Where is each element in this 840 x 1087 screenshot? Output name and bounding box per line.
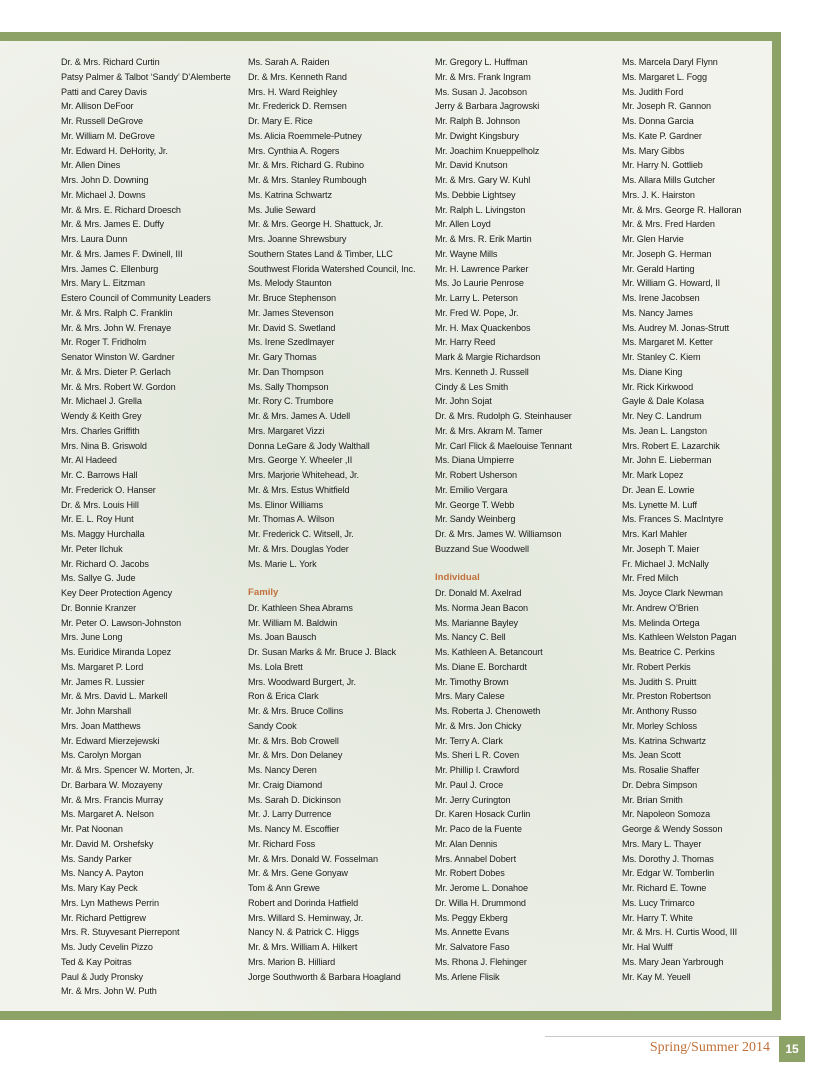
donor-name: Mr. & Mrs. George R. Halloran — [622, 204, 742, 215]
donor-name: Dr. Karen Hosack Curlin — [435, 809, 531, 820]
donor-name: Mr. & Mrs. Fred Harden — [622, 219, 715, 230]
donor-name: Mr. James R. Lussier — [61, 676, 145, 687]
donor-name: Ms. Mary Kay Peck — [61, 883, 138, 893]
donor-name: Ms. Sandy Parker — [61, 853, 132, 864]
donor-name: Ms. Marie L. York — [248, 558, 317, 569]
donor-name: Mr. & Mrs. Douglas Yoder — [248, 543, 349, 554]
donor-name: Ms. Margaret L. Fogg — [622, 71, 707, 82]
donor-name: Mr. Mark Lopez — [622, 470, 684, 480]
donor-name: Nancy N. & Patrick C. Higgs — [248, 927, 360, 938]
donor-name: Mr. Alan Dennis — [435, 838, 498, 849]
donor-name: Mr. & Mrs. William A. Hilkert — [248, 942, 358, 952]
section-heading-individual: Individual — [435, 572, 480, 584]
donor-name: Mrs. J. K. Hairston — [622, 189, 695, 200]
donor-name: Mr. Morley Schloss — [622, 720, 698, 731]
donor-name: Mr. Ralph B. Johnson — [435, 116, 520, 126]
donor-name: Ms. Nancy Deren — [248, 765, 317, 775]
donor-name: Paul & Judy Pronsky — [61, 971, 144, 982]
donor-name: Ms. Jean L. Langston — [622, 425, 707, 436]
donor-name: Mr. Edgar W. Tomberlin — [622, 868, 715, 879]
donor-name: Ms. Euridice Miranda Lopez — [61, 647, 172, 657]
donor-name: Mrs. George Y. Wheeler ,II — [248, 455, 353, 466]
donor-name: Ms. Lynette M. Luff — [622, 499, 697, 510]
donor-name: Mr. & Mrs. Ralph C. Franklin — [61, 307, 173, 318]
issue-title: Spring/Summer 2014 — [649, 1040, 770, 1055]
donor-name: Ms. Maggy Hurchalla — [61, 529, 145, 539]
donor-name: Mr. & Mrs. H. Curtis Wood, III — [622, 927, 738, 938]
donor-name: Ron & Erica Clark — [248, 691, 319, 702]
donor-name: Jerry & Barbara Jagrowski — [435, 101, 540, 112]
donor-name: Mr. Brian Smith — [622, 794, 683, 805]
donor-name: Mrs. Mary L. Eitzman — [61, 278, 145, 289]
donor-name: Mrs. Joan Matthews — [61, 720, 141, 731]
donor-name: Mrs. Lyn Mathews Perrin — [61, 897, 159, 908]
donor-name: Mrs. Marion B. Hilliard — [248, 956, 336, 967]
footer-rule — [545, 1036, 779, 1037]
donor-name: Southwest Florida Watershed Council, Inc. — [248, 263, 416, 274]
donor-name: Mr. Robert Dobes — [435, 868, 505, 879]
section-heading-family: Family — [248, 587, 279, 598]
donor-name: Ms. Diana Umpierre — [435, 455, 515, 466]
donor-name: Mr. Gregory L. Huffman — [435, 57, 528, 67]
donor-name: Mr. Sandy Weinberg — [435, 514, 516, 525]
donor-column-4 — [622, 55, 772, 984]
donor-name: Ms. Marcela Daryl Flynn — [622, 57, 718, 67]
donor-name: Ms. Margaret A. Nelson — [61, 809, 154, 820]
donor-name: Ms. Joan Bausch — [248, 632, 317, 643]
donor-name: Mr. Anthony Russo — [622, 706, 697, 716]
donor-name: Mr. & Mrs. John W. Puth — [61, 986, 157, 997]
donor-name: Ms. Nancy A. Payton — [61, 868, 144, 879]
donor-name: Mr. Larry L. Peterson — [435, 293, 518, 303]
donor-name: Ms. Elinor Williams — [248, 499, 323, 510]
donor-name: Ms. Rhona J. Flehinger — [435, 956, 527, 967]
donor-name: Mr. Robert Perkis — [622, 661, 691, 672]
donor-name: Mrs. Joanne Shrewsbury — [248, 234, 347, 244]
donor-name: Mr. & Mrs. Don Delaney — [248, 750, 343, 761]
donor-name: Ms. Alicia Roemmele-Putney — [248, 130, 362, 141]
donor-name: Mr. Timothy Brown — [435, 676, 509, 687]
donor-name: Mr. Dan Thompson — [248, 366, 324, 377]
donor-name: Mr. Frederick O. Hanser — [61, 484, 156, 495]
donor-name: Mr. Harry N. Gottlieb — [622, 160, 703, 171]
donor-name: Mr. John E. Lieberman — [622, 455, 712, 466]
donor-name: Ms. Irene Jacobsen — [622, 293, 700, 303]
donor-name: Mr. Kay M. Yeuell — [622, 971, 691, 982]
donor-name: Mrs. Charles Griffith — [61, 425, 140, 436]
donor-name: Ms. Joyce Clark Newman — [622, 588, 723, 598]
donor-name: Mr. & Mrs. Bob Crowell — [248, 735, 339, 746]
donor-name: Ms. Judith S. Pruitt — [622, 676, 697, 687]
donor-name: Ms. Mary Gibbs — [622, 145, 685, 156]
donor-name: Ms. Diane E. Borchardt — [435, 661, 527, 672]
donor-name: Ms. Diane King — [622, 366, 683, 377]
donor-name: Estero Council of Community Leaders — [61, 293, 211, 303]
donor-name: Mrs. Mary Calese — [435, 691, 505, 702]
donor-name: Mr. & Mrs. Stanley Rumbough — [248, 175, 367, 185]
donor-name: Mr. & Mrs. Robert W. Gordon — [61, 381, 176, 392]
donor-name: George & Wendy Sosson — [622, 824, 723, 834]
donor-name: Ms. Marianne Bayley — [435, 617, 519, 628]
donor-name: Key Deer Protection Agency — [61, 588, 173, 598]
donor-name: Mr. Terry A. Clark — [435, 735, 503, 746]
donor-name: Ms. Julie Seward — [248, 204, 316, 215]
donor-name: Mr. & Mrs. Jon Chicky — [435, 720, 522, 731]
donor-name: Dr. Mary E. Rice — [248, 116, 313, 126]
donor-name: Ms. Judith Ford — [622, 86, 684, 97]
donor-name: Mr. Bruce Stephenson — [248, 293, 336, 303]
donor-name: Mrs. Laura Dunn — [61, 234, 128, 244]
donor-name: Mr. Rick Kirkwood — [622, 381, 694, 392]
donor-name: Mr. Frederick C. Witsell, Jr. — [248, 529, 354, 539]
donor-name: Ms. Donna Garcia — [622, 116, 694, 126]
donor-name: Ms. Nancy C. Bell — [435, 632, 506, 643]
donor-name: Mr. Allen Dines — [61, 160, 121, 171]
donor-name: Mr. Roger T. Fridholm — [61, 337, 147, 348]
donor-name: Mr. E. L. Roy Hunt — [61, 514, 134, 525]
donor-name: Sandy Cook — [248, 720, 297, 731]
donor-name: Mrs. John D. Downing — [61, 175, 149, 185]
donor-name: Dr. Barbara W. Mozayeny — [61, 779, 163, 790]
donor-name: Mr. Joseph T. Maier — [622, 543, 700, 554]
donor-name: Mrs. Willard S. Heminway, Jr. — [248, 912, 364, 923]
donor-name: Mr. Richard Foss — [248, 838, 316, 849]
donor-name: Gayle & Dale Kolasa — [622, 396, 705, 407]
donor-name: Dr. Susan Marks & Mr. Bruce J. Black — [248, 647, 397, 657]
donor-name: Mr. Joseph G. Herman — [622, 248, 712, 259]
donor-name: Ms. Jo Laurie Penrose — [435, 278, 524, 289]
donor-name: Mr. Craig Diamond — [248, 779, 323, 790]
donor-name: Ms. Debbie Lightsey — [435, 189, 516, 200]
donor-name: Mr. Frederick D. Remsen — [248, 101, 347, 112]
donor-name: Mr. David M. Orshefsky — [61, 838, 154, 849]
donor-name: Mr. Harry T. White — [622, 912, 693, 923]
donor-column-3 — [435, 55, 615, 984]
donor-name: Mr. David S. Swetland — [248, 322, 336, 333]
donor-name: Mr. & Mrs. Estus Whitfield — [248, 484, 350, 495]
donor-name: Mr. Michael J. Grella — [61, 396, 142, 407]
donor-name: Ms. Katrina Schwartz — [622, 735, 706, 746]
donor-name: Mr. Joachim Knueppelholz — [435, 145, 540, 156]
donor-name: Mr. & Mrs. Richard G. Rubino — [248, 160, 364, 171]
donor-name: Mrs. Cynthia A. Rogers — [248, 145, 340, 156]
content-panel — [0, 41, 772, 1011]
donor-name: Mr. Fred W. Pope, Jr. — [435, 307, 519, 318]
donor-name: Mr. Al Hadeed — [61, 455, 117, 466]
donor-name: Dr. & Mrs. Rudolph G. Steinhauser — [435, 411, 572, 421]
donor-name: Mr. & Mrs. Frank Ingram — [435, 71, 531, 82]
donor-name: Mr. Hal Wulff — [622, 942, 673, 952]
donor-name: Ms. Melody Staunton — [248, 278, 332, 289]
donor-name: Mr. Thomas A. Wilson — [248, 514, 335, 525]
donor-name: Ms. Nancy M. Escoffier — [248, 824, 340, 834]
donor-name: Mr. Robert Usherson — [435, 470, 517, 480]
donor-name: Ms. Beatrice C. Perkins — [622, 647, 715, 657]
donor-name: Mr. & Mrs. James A. Udell — [248, 411, 351, 421]
donor-name: Ms. Annette Evans — [435, 927, 510, 938]
donor-name: Ms. Katrina Schwartz — [248, 189, 332, 200]
donor-name: Mr. Ralph L. Livingston — [435, 204, 526, 215]
donor-name: Robert and Dorinda Hatfield — [248, 897, 359, 908]
donor-name: Mr. Napoleon Somoza — [622, 809, 711, 820]
donor-name: Mrs. Karl Mahler — [622, 529, 688, 539]
donor-name: Dr. Kathleen Shea Abrams — [248, 602, 353, 613]
page-frame — [0, 32, 781, 1020]
donor-name: Ms. Norma Jean Bacon — [435, 602, 529, 613]
donor-name: Ms. Kathleen Welston Pagan — [622, 632, 737, 643]
donor-name: Mrs. Margaret Vizzi — [248, 425, 325, 436]
donor-name: Ms. Sallye G. Jude — [61, 573, 136, 584]
donor-name: Mr. & Mrs. R. Erik Martin — [435, 234, 532, 244]
donor-name: Mrs. Woodward Burgert, Jr. — [248, 676, 356, 687]
donor-name: Mr. James Stevenson — [248, 307, 334, 318]
donor-name: Mr. William M. DeGrove — [61, 130, 155, 141]
donor-name: Mr. Joseph R. Gannon — [622, 101, 711, 112]
donor-name: Dr. Willa H. Drummond — [435, 897, 526, 908]
donor-name: Ms. Judy Cevelin Pizzo — [61, 942, 153, 952]
donor-name: Mr. & Mrs. E. Richard Droesch — [61, 204, 181, 215]
donor-name: Ms. Margaret P. Lord — [61, 661, 144, 672]
donor-name: Mr. Michael J. Downs — [61, 189, 146, 200]
donor-name: Mr. Richard E. Towne — [622, 883, 707, 893]
donor-name: Mrs. Robert E. Lazarchik — [622, 440, 720, 451]
donor-name: Mr. & Mrs. George H. Shattuck, Jr. — [248, 219, 384, 230]
donor-name: Ms. Kate P. Gardner — [622, 130, 702, 141]
donor-name: Mr. H. Lawrence Parker — [435, 263, 529, 274]
donor-name: Mr. John Marshall — [61, 706, 132, 716]
donor-name: Dr. Jean E. Lowrie — [622, 484, 695, 495]
donor-name: Fr. Michael J. McNally — [622, 558, 709, 569]
donor-name: Mr. J. Larry Durrence — [248, 809, 332, 820]
donor-name: Mr. Dwight Kingsbury — [435, 130, 519, 141]
donor-name: Mr. Allen Loyd — [435, 219, 491, 230]
donor-name: Mr. Phillip I. Crawford — [435, 765, 520, 775]
donor-name: Ms. Peggy Ekberg — [435, 912, 508, 923]
donor-name: Dr. Bonnie Kranzer — [61, 602, 137, 613]
donor-name: Cindy & Les Smith — [435, 381, 509, 392]
donor-name: Mr. Preston Robertson — [622, 691, 711, 702]
donor-name: Mr. Fred Milch — [622, 573, 679, 584]
donor-name: Mr. & Mrs. Gene Gonyaw — [248, 868, 348, 879]
donor-name: Mr. & Mrs. Donald W. Fosselman — [248, 853, 378, 864]
donor-name: Mrs. Annabel Dobert — [435, 853, 516, 864]
donor-name: Mr. C. Barrows Hall — [61, 470, 138, 480]
donor-name: Ms. Sheri L R. Coven — [435, 750, 520, 761]
donor-name: Ms. Sarah D. Dickinson — [248, 794, 341, 805]
donor-name: Mr. Jerry Curington — [435, 794, 511, 805]
donor-name: Mr. Glen Harvie — [622, 234, 684, 244]
donor-name: Ms. Jean Scott — [622, 750, 681, 761]
donor-name: Ted & Kay Poitras — [61, 956, 132, 967]
donor-name: Mrs. R. Stuyvesant Pierrepont — [61, 927, 180, 938]
donor-name: Mr. Ney C. Landrum — [622, 411, 702, 421]
donor-name: Patsy Palmer & Talbot ‘Sandy’ D’Alemberte — [61, 71, 231, 82]
donor-name: Buzzand Sue Woodwell — [435, 543, 529, 554]
donor-name: Mr. Peter Ilchuk — [61, 543, 123, 554]
donor-name: Mr. Jerome L. Donahoe — [435, 883, 528, 893]
donor-name: Ms. Melinda Ortega — [622, 617, 700, 628]
donor-name: Mr. Paul J. Croce — [435, 779, 504, 790]
donor-name: Mr. Rory C. Trumbore — [248, 396, 334, 407]
donor-name: Mr. & Mrs. Francis Murray — [61, 794, 164, 805]
donor-name: Mr. Peter O. Lawson-Johnston — [61, 617, 182, 628]
donor-name: Mr. Carl Flick & Maelouise Tennant — [435, 440, 572, 451]
donor-name: Ms. Susan J. Jacobson — [435, 86, 527, 97]
donor-name: Dr. & Mrs. Louis Hill — [61, 499, 139, 510]
donor-name: Mrs. Marjorie Whitehead, Jr. — [248, 470, 359, 480]
donor-name: Mr. & Mrs. Akram M. Tamer — [435, 425, 543, 436]
donor-name: Mark & Margie Richardson — [435, 352, 541, 362]
donor-name: Dr. & Mrs. Richard Curtin — [61, 57, 160, 67]
donor-name: Dr. Debra Simpson — [622, 779, 698, 790]
donor-name: Ms. Irene Szedlmayer — [248, 337, 335, 348]
donor-name: Mr. Richard O. Jacobs — [61, 558, 149, 569]
donor-name: Ms. Rosalie Shaffer — [622, 765, 700, 775]
donor-name: Ms. Sally Thompson — [248, 381, 329, 392]
donor-name: Ms. Kathleen A. Betancourt — [435, 647, 543, 657]
donor-name: Mr. & Mrs. James F. Dwinell, III — [61, 248, 183, 259]
donor-name: Ms. Arlene Flisik — [435, 971, 500, 982]
donor-name: Mr. Edward H. DeHority, Jr. — [61, 145, 168, 156]
donor-name: Dr. & Mrs. James W. Williamson — [435, 529, 562, 539]
donor-name: Ms. Allara Mills Gutcher — [622, 175, 716, 185]
donor-name: Ms. Nancy James — [622, 307, 693, 318]
donor-name: Mr. John Sojat — [435, 396, 492, 407]
donor-name: Mr. & Mrs. John W. Frenaye — [61, 322, 172, 333]
donor-name: Mrs. James C. Ellenburg — [61, 263, 159, 274]
donor-name: Mr. William G. Howard, II — [622, 278, 721, 289]
donor-name: Tom & Ann Grewe — [248, 883, 320, 893]
donor-name: Ms. Sarah A. Raiden — [248, 57, 330, 67]
donor-name: Donna LeGare & Jody Walthall — [248, 440, 370, 451]
donor-name: Mrs. Kenneth J. Russell — [435, 366, 529, 377]
donor-name: Jorge Southworth & Barbara Hoagland — [248, 971, 401, 982]
donor-name: Mrs. Mary L. Thayer — [622, 838, 702, 849]
donor-column-2 — [248, 55, 428, 984]
donor-name: Mrs. Nina B. Griswold — [61, 440, 147, 451]
donor-name: Dr. & Mrs. Kenneth Rand — [248, 71, 347, 82]
donor-name: Mr. & Mrs. Gary W. Kuhl — [435, 175, 531, 185]
donor-name: Southern States Land & Timber, LLC — [248, 248, 393, 259]
donor-name: Senator Winston W. Gardner — [61, 352, 175, 362]
donor-name: Mr. Salvatore Faso — [435, 942, 510, 952]
donor-column-1 — [61, 55, 241, 999]
donor-name: Ms. Lucy Trimarco — [622, 897, 695, 908]
donor-name: Dr. Donald M. Axelrad — [435, 588, 522, 598]
page-number: 15 — [779, 1036, 805, 1062]
donor-name: Mr. Andrew O’Brien — [622, 602, 699, 613]
donor-name: Mr. Paco de la Fuente — [435, 824, 522, 834]
donor-name: Mrs. H. Ward Reighley — [248, 86, 338, 97]
donor-name: Mr. Pat Noonan — [61, 824, 123, 834]
donor-name: Ms. Carolyn Morgan — [61, 750, 142, 761]
donor-name: Mr. Richard Pettigrew — [61, 912, 146, 923]
donor-name: Ms. Lola Brett — [248, 661, 303, 672]
donor-name: Mr. & Mrs. James E. Duffy — [61, 219, 164, 230]
donor-name: Patti and Carey Davis — [61, 86, 147, 97]
donor-name: Mr. Russell DeGrove — [61, 116, 143, 126]
donor-name: Ms. Roberta J. Chenoweth — [435, 706, 541, 716]
donor-name: Mr. Allison DeFoor — [61, 101, 134, 112]
donor-name: Mr. Stanley C. Kiem — [622, 352, 701, 362]
donor-name: Mr. George T. Webb — [435, 499, 515, 510]
donor-name: Mr. Emilio Vergara — [435, 484, 508, 495]
donor-name: Ms. Mary Jean Yarbrough — [622, 956, 724, 967]
donor-name: Mr. Edward Mierzejewski — [61, 735, 160, 746]
donor-name: Ms. Margaret M. Ketter — [622, 337, 713, 348]
donor-name: Mr. David Knutson — [435, 160, 508, 171]
donor-name: Mr. Gerald Harting — [622, 263, 695, 274]
donor-name: Mr. William M. Baldwin — [248, 617, 338, 628]
donor-name: Mr. & Mrs. David L. Markell — [61, 691, 168, 702]
donor-name: Mr. & Mrs. Spencer W. Morten, Jr. — [61, 765, 195, 775]
donor-name: Mr. H. Max Quackenbos — [435, 322, 531, 333]
donor-name: Ms. Dorothy J. Thomas — [622, 853, 714, 864]
donor-name: Ms. Audrey M. Jonas-Strutt — [622, 322, 730, 333]
donor-name: Mr. Gary Thomas — [248, 352, 317, 362]
donor-name: Mrs. June Long — [61, 632, 123, 643]
donor-name: Mr. & Mrs. Dieter P. Gerlach — [61, 366, 171, 377]
donor-name: Mr. & Mrs. Bruce Collins — [248, 706, 344, 716]
donor-name: Mr. Harry Reed — [435, 337, 496, 348]
donor-name: Wendy & Keith Grey — [61, 411, 142, 421]
donor-name: Ms. Frances S. MacIntyre — [622, 514, 724, 525]
donor-name: Mr. Wayne Mills — [435, 248, 498, 259]
